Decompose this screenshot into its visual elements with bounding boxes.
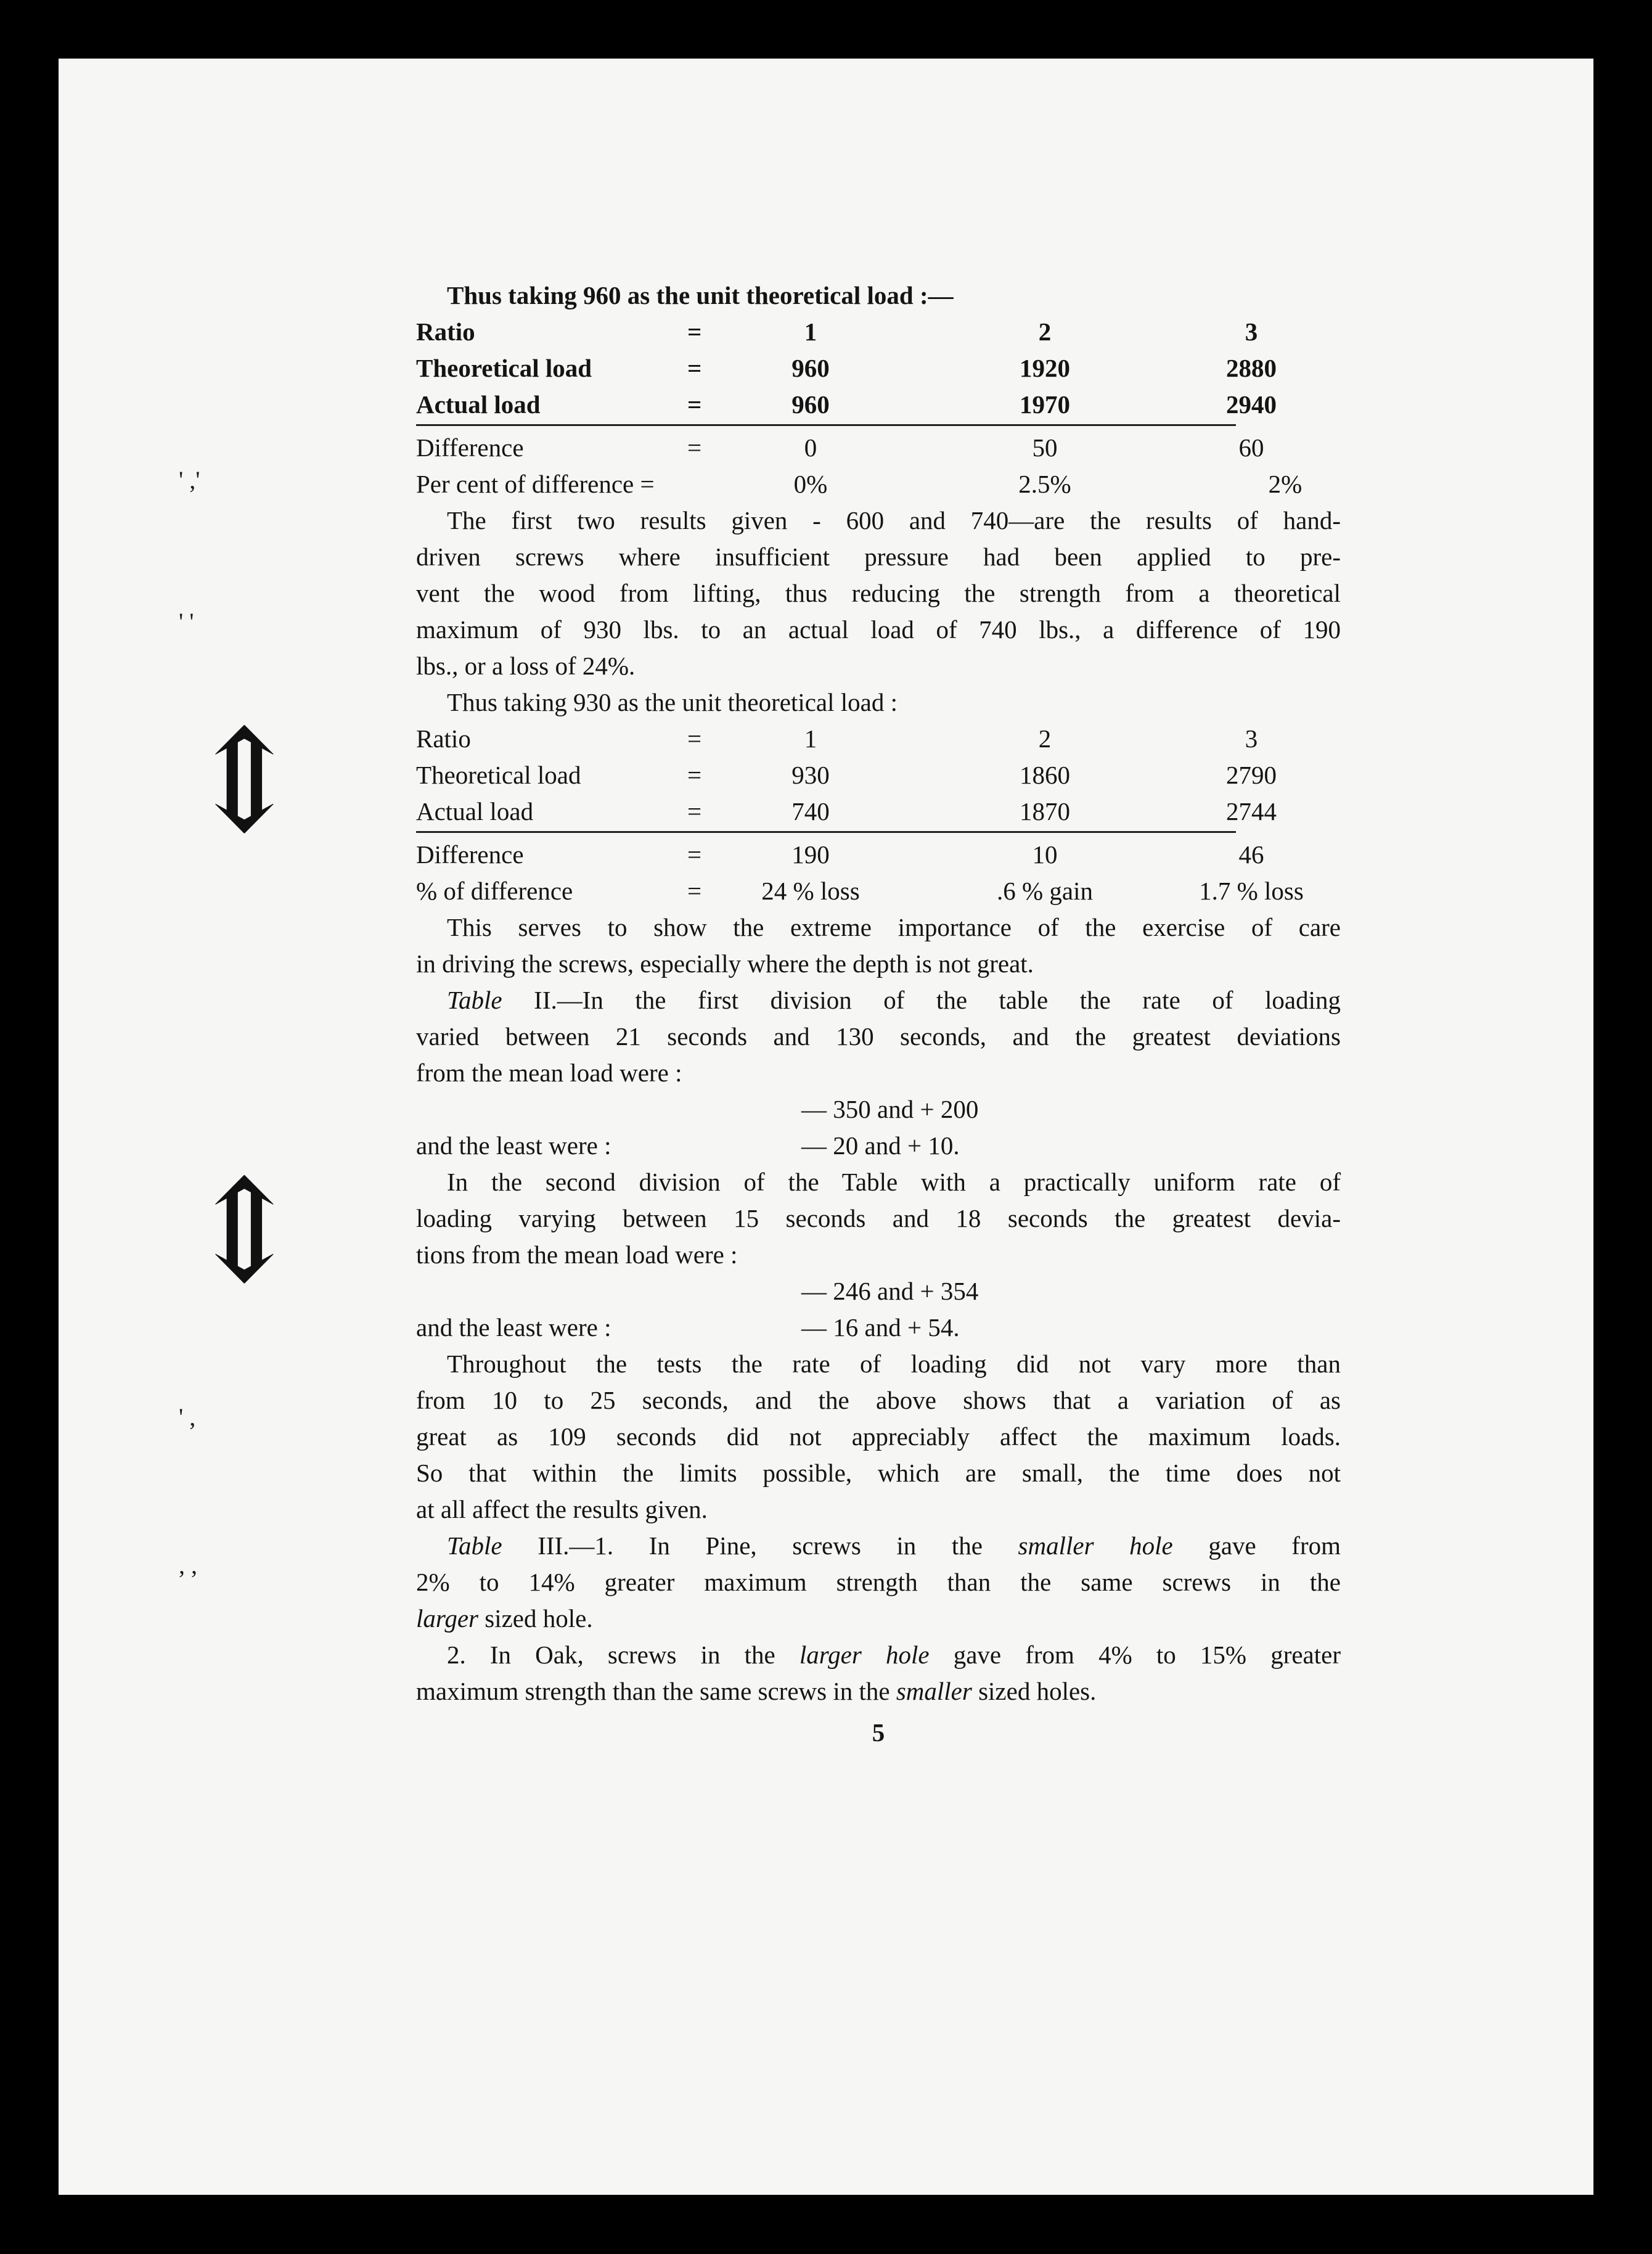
- cell: 2.5%: [1018, 470, 1071, 498]
- cell: 190: [791, 840, 830, 869]
- row-label: % of difference: [416, 877, 573, 905]
- table1-intro: Thus taking 960 as the unit theoretical load :—: [447, 281, 954, 309]
- row-label: Difference: [416, 840, 524, 869]
- cell: 50: [1032, 433, 1058, 462]
- cell: 0: [804, 433, 817, 462]
- row-label: Theoretical load: [416, 761, 581, 789]
- text-line: loading varying between 15 seconds and 18 seconds the greatest devia-: [416, 1204, 1341, 1232]
- text-line: great as 109 seconds did not appreciably affect the maximum loads.: [416, 1422, 1341, 1451]
- body-text: [416, 277, 1341, 1751]
- cell: 3: [1245, 724, 1258, 753]
- equals-sign: =: [687, 318, 702, 346]
- table2-row: [416, 721, 1341, 757]
- cell: 930: [791, 761, 830, 789]
- cell: 1860: [1020, 761, 1070, 789]
- table1-row: [416, 466, 1341, 502]
- row-label: Ratio: [416, 318, 475, 346]
- deviation-value: — 246 and + 354: [801, 1277, 979, 1305]
- equals-sign: =: [687, 877, 702, 905]
- equals-sign: =: [687, 797, 702, 826]
- text-line: Throughout the tests the rate of loading did not vary more than: [447, 1350, 1341, 1378]
- cell: 2%: [1268, 470, 1302, 498]
- table2-row: [416, 837, 1341, 873]
- deviation-line: [416, 1128, 1341, 1164]
- deviation-label: and the least were :: [416, 1131, 611, 1160]
- table2-row: [416, 873, 1341, 909]
- table1-row: [416, 430, 1341, 466]
- cell: 46: [1238, 840, 1264, 869]
- cell: 24 % loss: [761, 877, 860, 905]
- cell: 2744: [1226, 797, 1277, 826]
- table2: [416, 721, 1341, 909]
- row-label: Ratio: [416, 724, 471, 753]
- text-line: varied between 21 seconds and 130 seconds, and the greatest deviations: [416, 1022, 1341, 1051]
- text-line: driven screws where insufficient pressure had been applied to pre-: [416, 543, 1341, 571]
- text-span: III.—1. In Pine, screws in the: [502, 1531, 1018, 1560]
- margin-mark: ' ': [179, 608, 194, 636]
- table1: [416, 314, 1341, 502]
- deviation-line: [416, 1273, 1341, 1309]
- text-line: in driving the screws, especially where the depth is not great.: [416, 949, 1034, 978]
- cell: 1: [804, 318, 817, 346]
- text-span: gave from: [1172, 1531, 1341, 1560]
- paragraph: [416, 1528, 1341, 1637]
- cell: 2790: [1226, 761, 1277, 789]
- equals-sign: =: [687, 761, 702, 789]
- table-ref: Table: [447, 986, 502, 1014]
- cell: 960: [791, 390, 830, 419]
- equals-sign: =: [687, 354, 702, 382]
- table2-row: [416, 757, 1341, 793]
- paragraph: [416, 1164, 1341, 1273]
- margin-arrow-icon: ⇕: [185, 1154, 304, 1311]
- cell: 1920: [1020, 354, 1070, 382]
- cell: 2880: [1226, 354, 1277, 382]
- text-line: tions from the mean load were :: [416, 1240, 738, 1269]
- deviation-line: [416, 1091, 1341, 1128]
- text-line: This serves to show the extreme importance of the exercise of care: [447, 913, 1341, 941]
- paragraph: [416, 1637, 1341, 1710]
- text-span: 2. In Oak, screws in the: [447, 1641, 799, 1669]
- table1-row: [416, 387, 1341, 423]
- row-label: Theoretical load: [416, 354, 592, 382]
- paragraph: [416, 1346, 1341, 1528]
- text-line: at all affect the results given.: [416, 1495, 708, 1523]
- margin-mark: , ,: [179, 1551, 197, 1579]
- text-span: smaller hole: [1018, 1531, 1173, 1560]
- equals-sign: =: [687, 433, 702, 462]
- cell: 740: [791, 797, 830, 826]
- cell: 2: [1038, 724, 1052, 753]
- cell: 2: [1038, 318, 1052, 346]
- deviation-line: [416, 1309, 1341, 1346]
- row-label: Per cent of difference =: [416, 470, 655, 498]
- row-label: Actual load: [416, 797, 534, 826]
- paragraph: [416, 909, 1341, 982]
- margin-mark: ' ,': [179, 466, 200, 494]
- text-span: larger hole: [799, 1641, 930, 1669]
- text-line: from 10 to 25 seconds, and the above shows that a variation of as: [416, 1386, 1341, 1414]
- text-line: maximum of 930 lbs. to an actual load of 740 lbs., a difference of 190: [416, 615, 1341, 644]
- cell: .6 % gain: [997, 877, 1093, 905]
- cell: 0%: [793, 470, 828, 498]
- text-line: In the second division of the Table with a practically uniform rate of: [447, 1168, 1341, 1196]
- text-line: So that within the limits possible, which are small, the time does not: [416, 1459, 1341, 1487]
- text-span: maximum strength than the same screws in the: [416, 1677, 896, 1705]
- text-line: [416, 1600, 1341, 1637]
- deviation-value: — 16 and + 54.: [801, 1313, 960, 1342]
- equals-sign: =: [687, 724, 702, 753]
- deviation-label: and the least were :: [416, 1313, 611, 1342]
- document-page: [59, 59, 1593, 2195]
- text-line: from the mean load were :: [416, 1059, 682, 1087]
- cell: 60: [1238, 433, 1264, 462]
- table1-row: [416, 350, 1341, 387]
- cell: 3: [1245, 318, 1258, 346]
- text-line: The first two results given - 600 and 740—are the results of hand-: [447, 506, 1341, 535]
- table2-row: [416, 793, 1341, 830]
- text-span: II.—In the first division of the table the rate of loading: [502, 986, 1341, 1014]
- row-label: Actual load: [416, 390, 541, 419]
- text-line: lbs., or a loss of 24%.: [416, 652, 636, 680]
- table2-intro: Thus taking 930 as the unit theoretical load :: [447, 688, 898, 716]
- row-label: Difference: [416, 433, 524, 462]
- table-ref: Table: [447, 1531, 502, 1560]
- text-line: [416, 1673, 1341, 1710]
- page-number: 5: [872, 1718, 885, 1747]
- text-line: vent the wood from lifting, thus reducing the strength from a theoretical: [416, 579, 1341, 607]
- equals-sign: =: [687, 390, 702, 419]
- table1-row: [416, 314, 1341, 350]
- cell: 10: [1032, 840, 1058, 869]
- cell: 1.7 % loss: [1199, 877, 1304, 905]
- cell: 960: [791, 354, 830, 382]
- text-line: [416, 1528, 1341, 1564]
- cell: 1870: [1020, 797, 1070, 826]
- text-line: [416, 1637, 1341, 1673]
- margin-arrow-icon: ⇕: [185, 704, 304, 861]
- cell: 1: [804, 724, 817, 753]
- equals-sign: =: [687, 840, 702, 869]
- text-span: smaller: [896, 1677, 972, 1705]
- cell: 1970: [1020, 390, 1070, 419]
- deviation-value: — 350 and + 200: [801, 1095, 979, 1123]
- cell: 2940: [1226, 390, 1277, 419]
- margin-mark: ' ,: [179, 1403, 196, 1431]
- text-span: sized holes.: [971, 1677, 1097, 1705]
- text-span: sized hole.: [478, 1604, 593, 1633]
- paragraph: [416, 502, 1341, 684]
- text-line: 2% to 14% greater maximum strength than the same screws in the: [416, 1568, 1341, 1596]
- text-span: gave from 4% to 15% greater: [929, 1641, 1341, 1669]
- table2-rule: [416, 831, 1236, 833]
- text-span: larger: [416, 1604, 478, 1633]
- paragraph: [416, 982, 1341, 1091]
- deviation-value: — 20 and + 10.: [801, 1131, 960, 1160]
- text-line: [416, 982, 1341, 1018]
- table1-rule: [416, 424, 1236, 426]
